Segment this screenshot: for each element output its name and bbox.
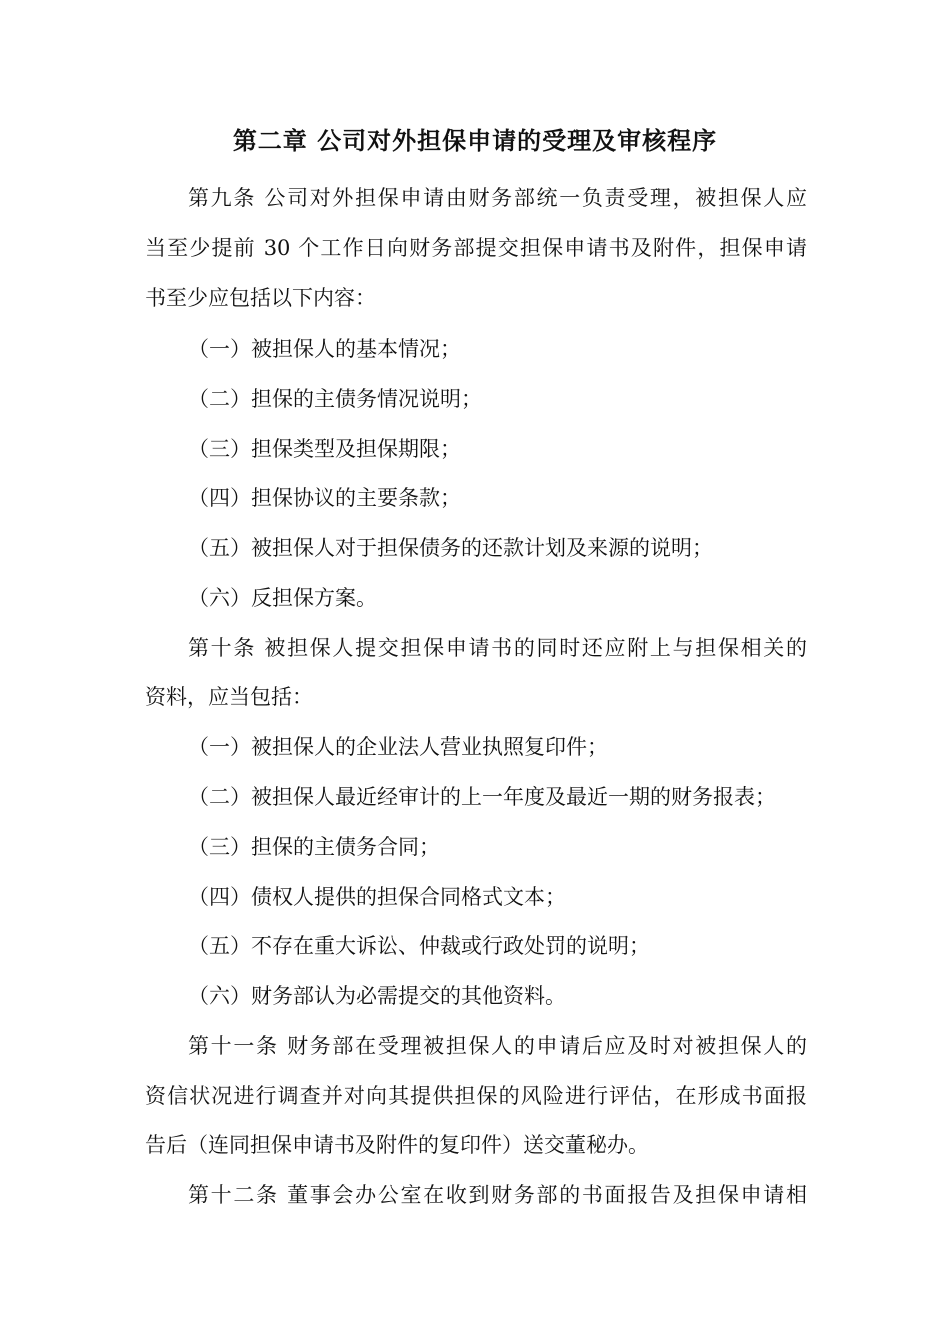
list-item: （二）被担保人最近经审计的上一年度及最近一期的财务报表； xyxy=(188,785,776,809)
article-10-line-2: 资料，应当包括： xyxy=(145,685,313,709)
list-item: （三）担保类型及担保期限； xyxy=(188,437,461,461)
list-item: （三）担保的主债务合同； xyxy=(188,835,440,859)
article-9-line-3: 书至少应包括以下内容： xyxy=(145,286,376,310)
article-11-line-2: 资信状况进行调查并对向其提供担保的风险进行评估，在形成书面报 xyxy=(145,1084,807,1108)
list-item: （六）财务部认为必需提交的其他资料。 xyxy=(188,984,566,1008)
list-item: （四）债权人提供的担保合同格式文本； xyxy=(188,885,566,909)
article-11-line-3: 告后（连同担保申请书及附件的复印件）送交董秘办。 xyxy=(145,1133,649,1157)
list-item: （二）担保的主债务情况说明； xyxy=(188,387,482,411)
article-11-line-1: 第十一条 财务部在受理被担保人的申请后应及时对被担保人的 xyxy=(188,1034,807,1058)
list-item: （一）被担保人的基本情况； xyxy=(188,337,461,361)
list-item: （四）担保协议的主要条款； xyxy=(188,486,461,510)
article-10-line-1: 第十条 被担保人提交担保申请书的同时还应附上与担保相关的 xyxy=(188,636,807,660)
list-item: （一）被担保人的企业法人营业执照复印件； xyxy=(188,735,608,759)
list-item: （六）反担保方案。 xyxy=(188,586,377,610)
chapter-title: 第二章 公司对外担保申请的受理及审核程序 xyxy=(232,126,718,155)
article-12-line-1: 第十二条 董事会办公室在收到财务部的书面报告及担保申请相 xyxy=(188,1183,807,1207)
list-item: （五）不存在重大诉讼、仲裁或行政处罚的说明； xyxy=(188,934,650,958)
list-item: （五）被担保人对于担保债务的还款计划及来源的说明； xyxy=(188,536,713,560)
article-9-line-2: 当至少提前 30 个工作日向财务部提交担保申请书及附件，担保申请 xyxy=(145,236,807,260)
article-9-line-1: 第九条 公司对外担保申请由财务部统一负责受理，被担保人应 xyxy=(188,186,807,210)
